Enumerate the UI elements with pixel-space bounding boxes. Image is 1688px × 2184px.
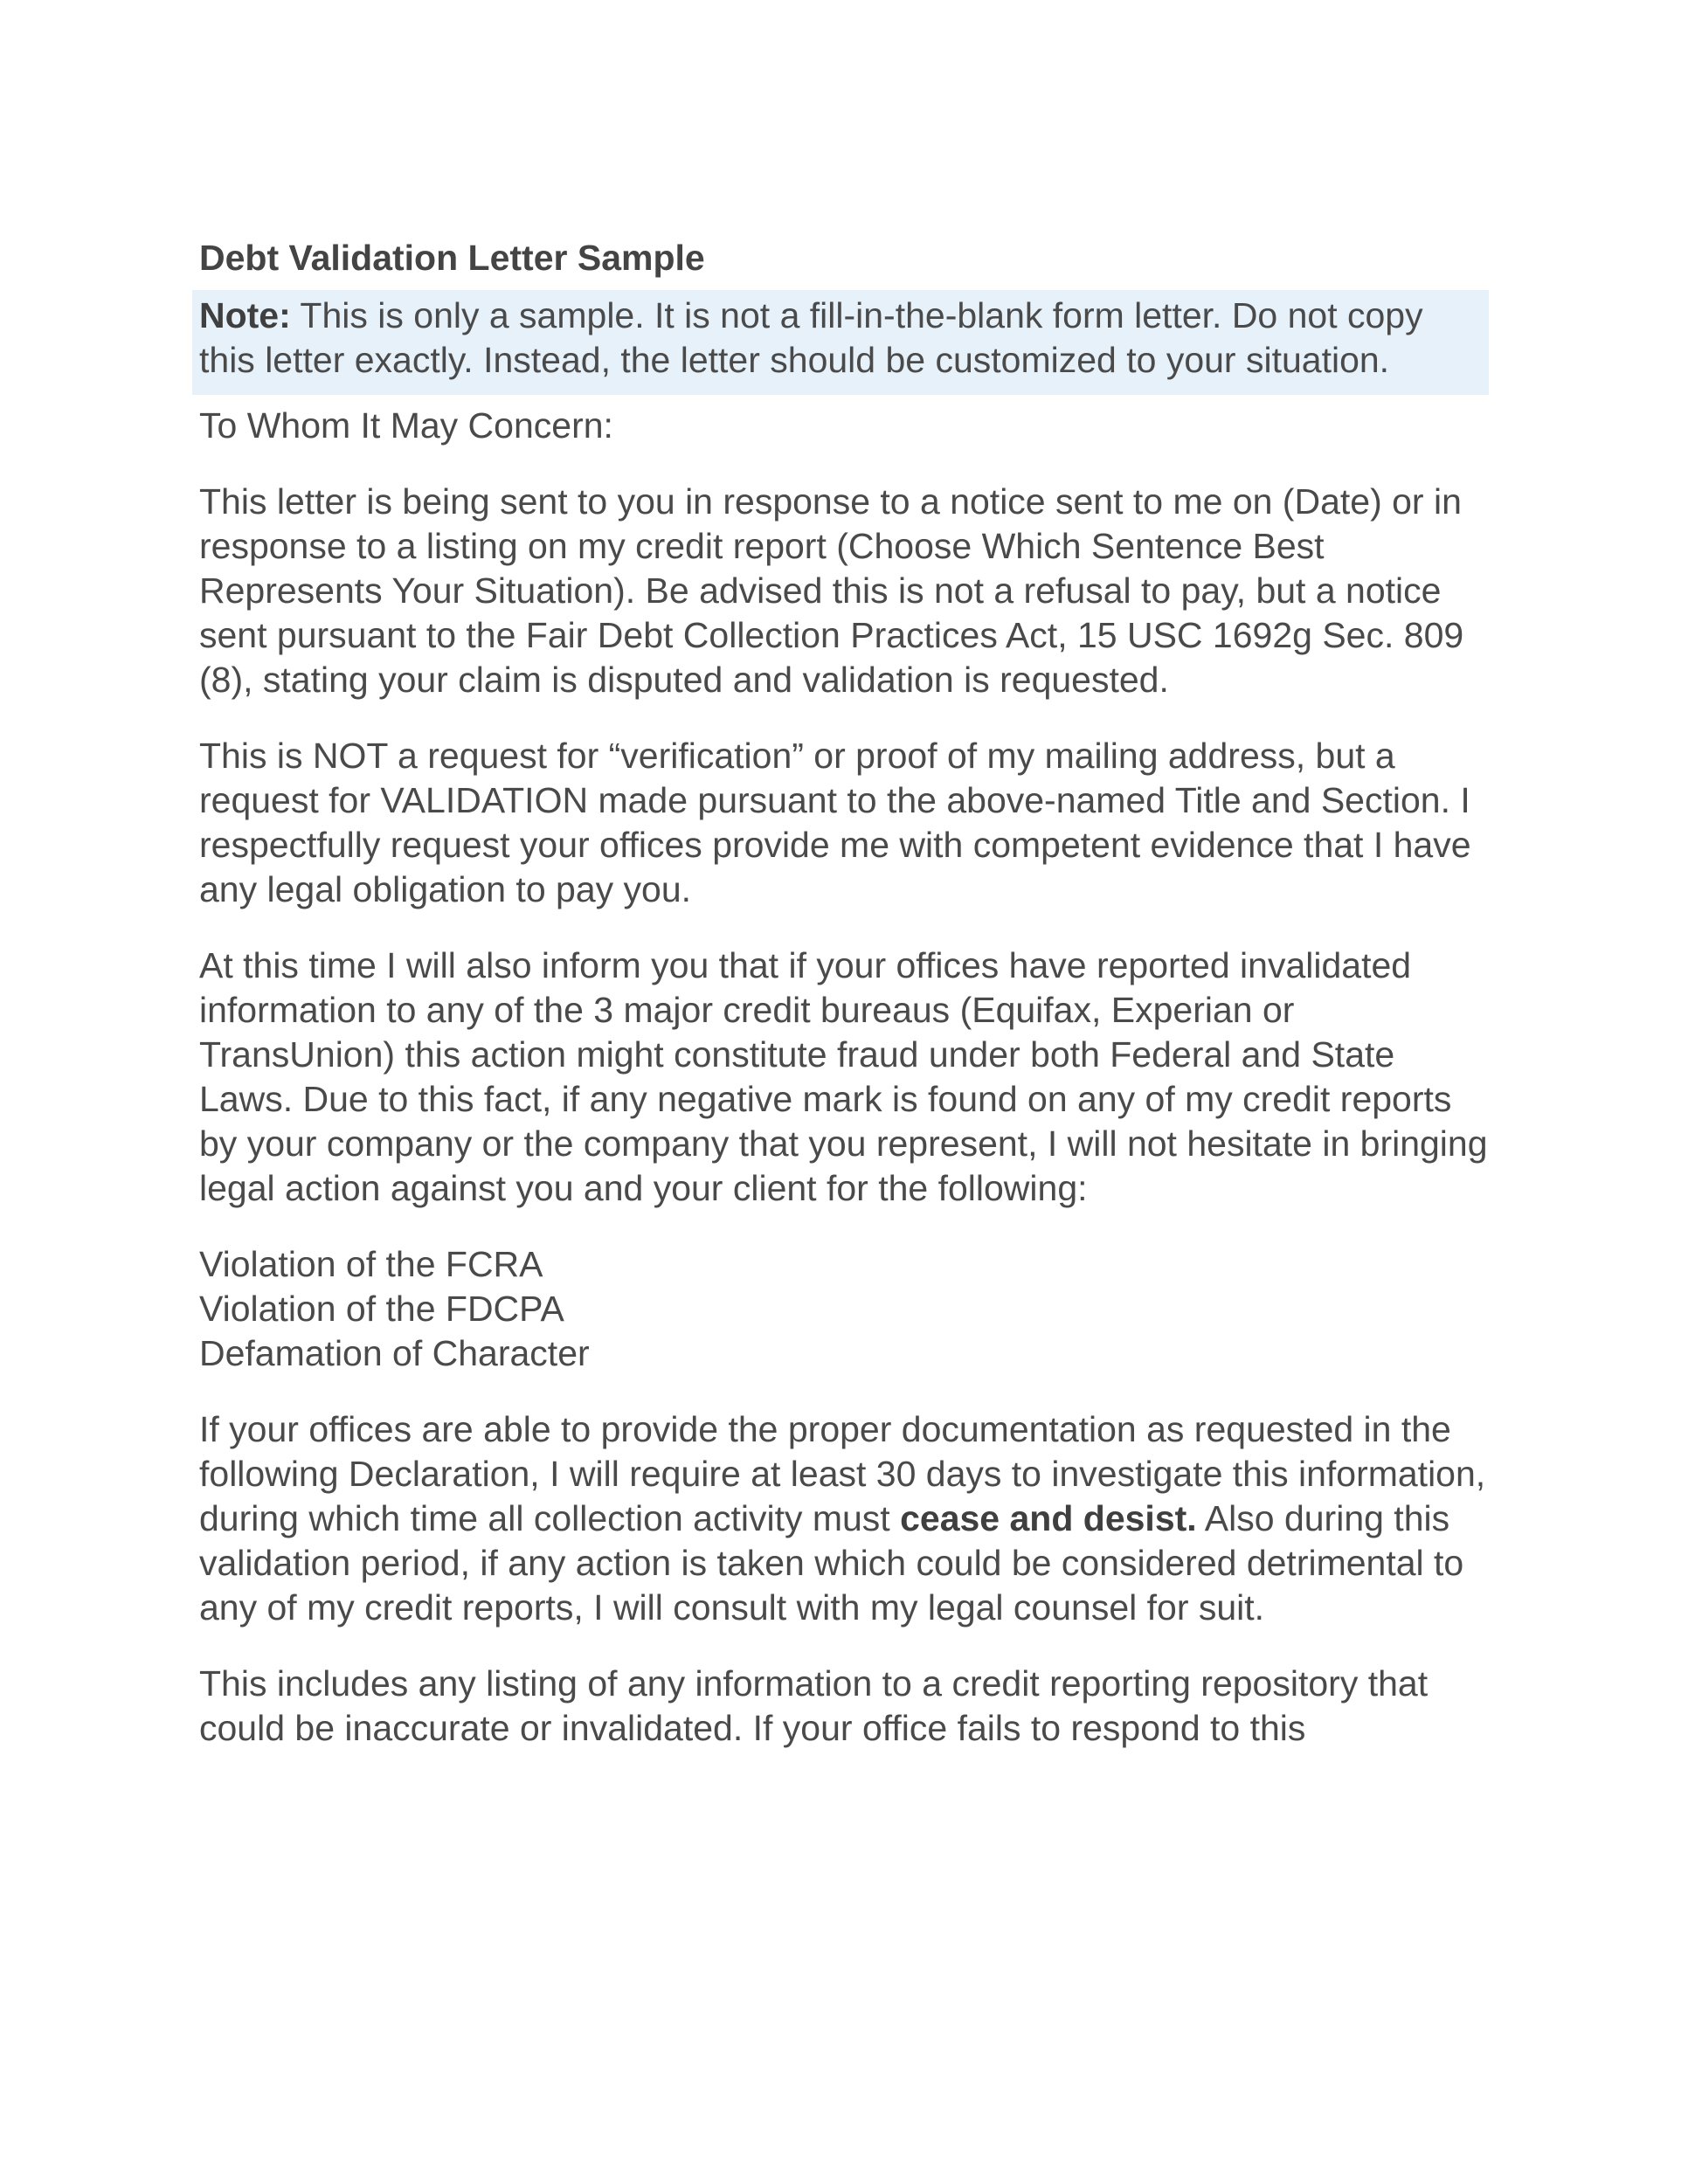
paragraph-validation-request: This is NOT a request for “verification” or proof of my mailing address, but a request for VALIDATION made pursuant to the above-named Title and Section. I respectfully request your offices provide me with competent evidence that I have any legal obligation to pay you. [199,736,1471,909]
cease-desist-bold: cease and desist. [900,1498,1197,1538]
cease-desist-text-after: Also during this validation period, if any action is taken which could be considered detrimental to any of my credit reports, I will consult with my legal counsel for suit. [199,1498,1464,1628]
paragraph-credit-repository: This includes any listing of any information to a credit reporting repository that could be inaccurate or invalidated. If your office fails to respond to this [199,1663,1429,1748]
violation-item-fdcpa: Violation of the FDCPA [199,1289,564,1329]
document-title: Debt Validation Letter Sample [199,238,705,278]
note-box [192,290,1489,395]
salutation: To Whom It May Concern: [199,405,613,446]
violation-item-defamation: Defamation of Character [199,1333,590,1373]
cease-desist-text-before: If your offices are able to provide the proper documentation as requested in the following Declaration, I will require at least 30 days to investigate this information, during which time all collection activity must [199,1409,1486,1538]
note-label: Note: [199,295,291,335]
paragraph-cease-and-desist [199,1407,1492,1630]
note-text: This is only a sample. It is not a fill-in-the-blank form letter. Do not copy this letter exactly. Instead, the letter should be customized to your situation. [199,295,1423,380]
paragraph-credit-bureau-warning: At this time I will also inform you that if your offices have reported invalidated information to any of the 3 major credit bureaus (Equifax, Experian or TransUnion) this action might constitute fraud under both Federal and State Laws. Due to this fact, if any negative mark is found on any of my credit reports by your company or the company that you represent, I will not hesitate in bringing legal action against you and your client for the following: [199,945,1488,1208]
violations-list [199,1242,1492,1376]
violation-item-fcra: Violation of the FCRA [199,1244,543,1284]
paragraph-response-notice: This letter is being sent to you in response to a notice sent to me on (Date) or in response to a listing on my credit report (Choose Which Sentence Best Represents Your Situation). Be advised this is not a refusal to pay, but a notice sent pursuant to the Fair Debt Collection Practices Act, 15 USC 1692g Sec. 809 (8), stating your claim is disputed and validation is requested. [199,481,1464,700]
letter-content [199,234,1492,1751]
